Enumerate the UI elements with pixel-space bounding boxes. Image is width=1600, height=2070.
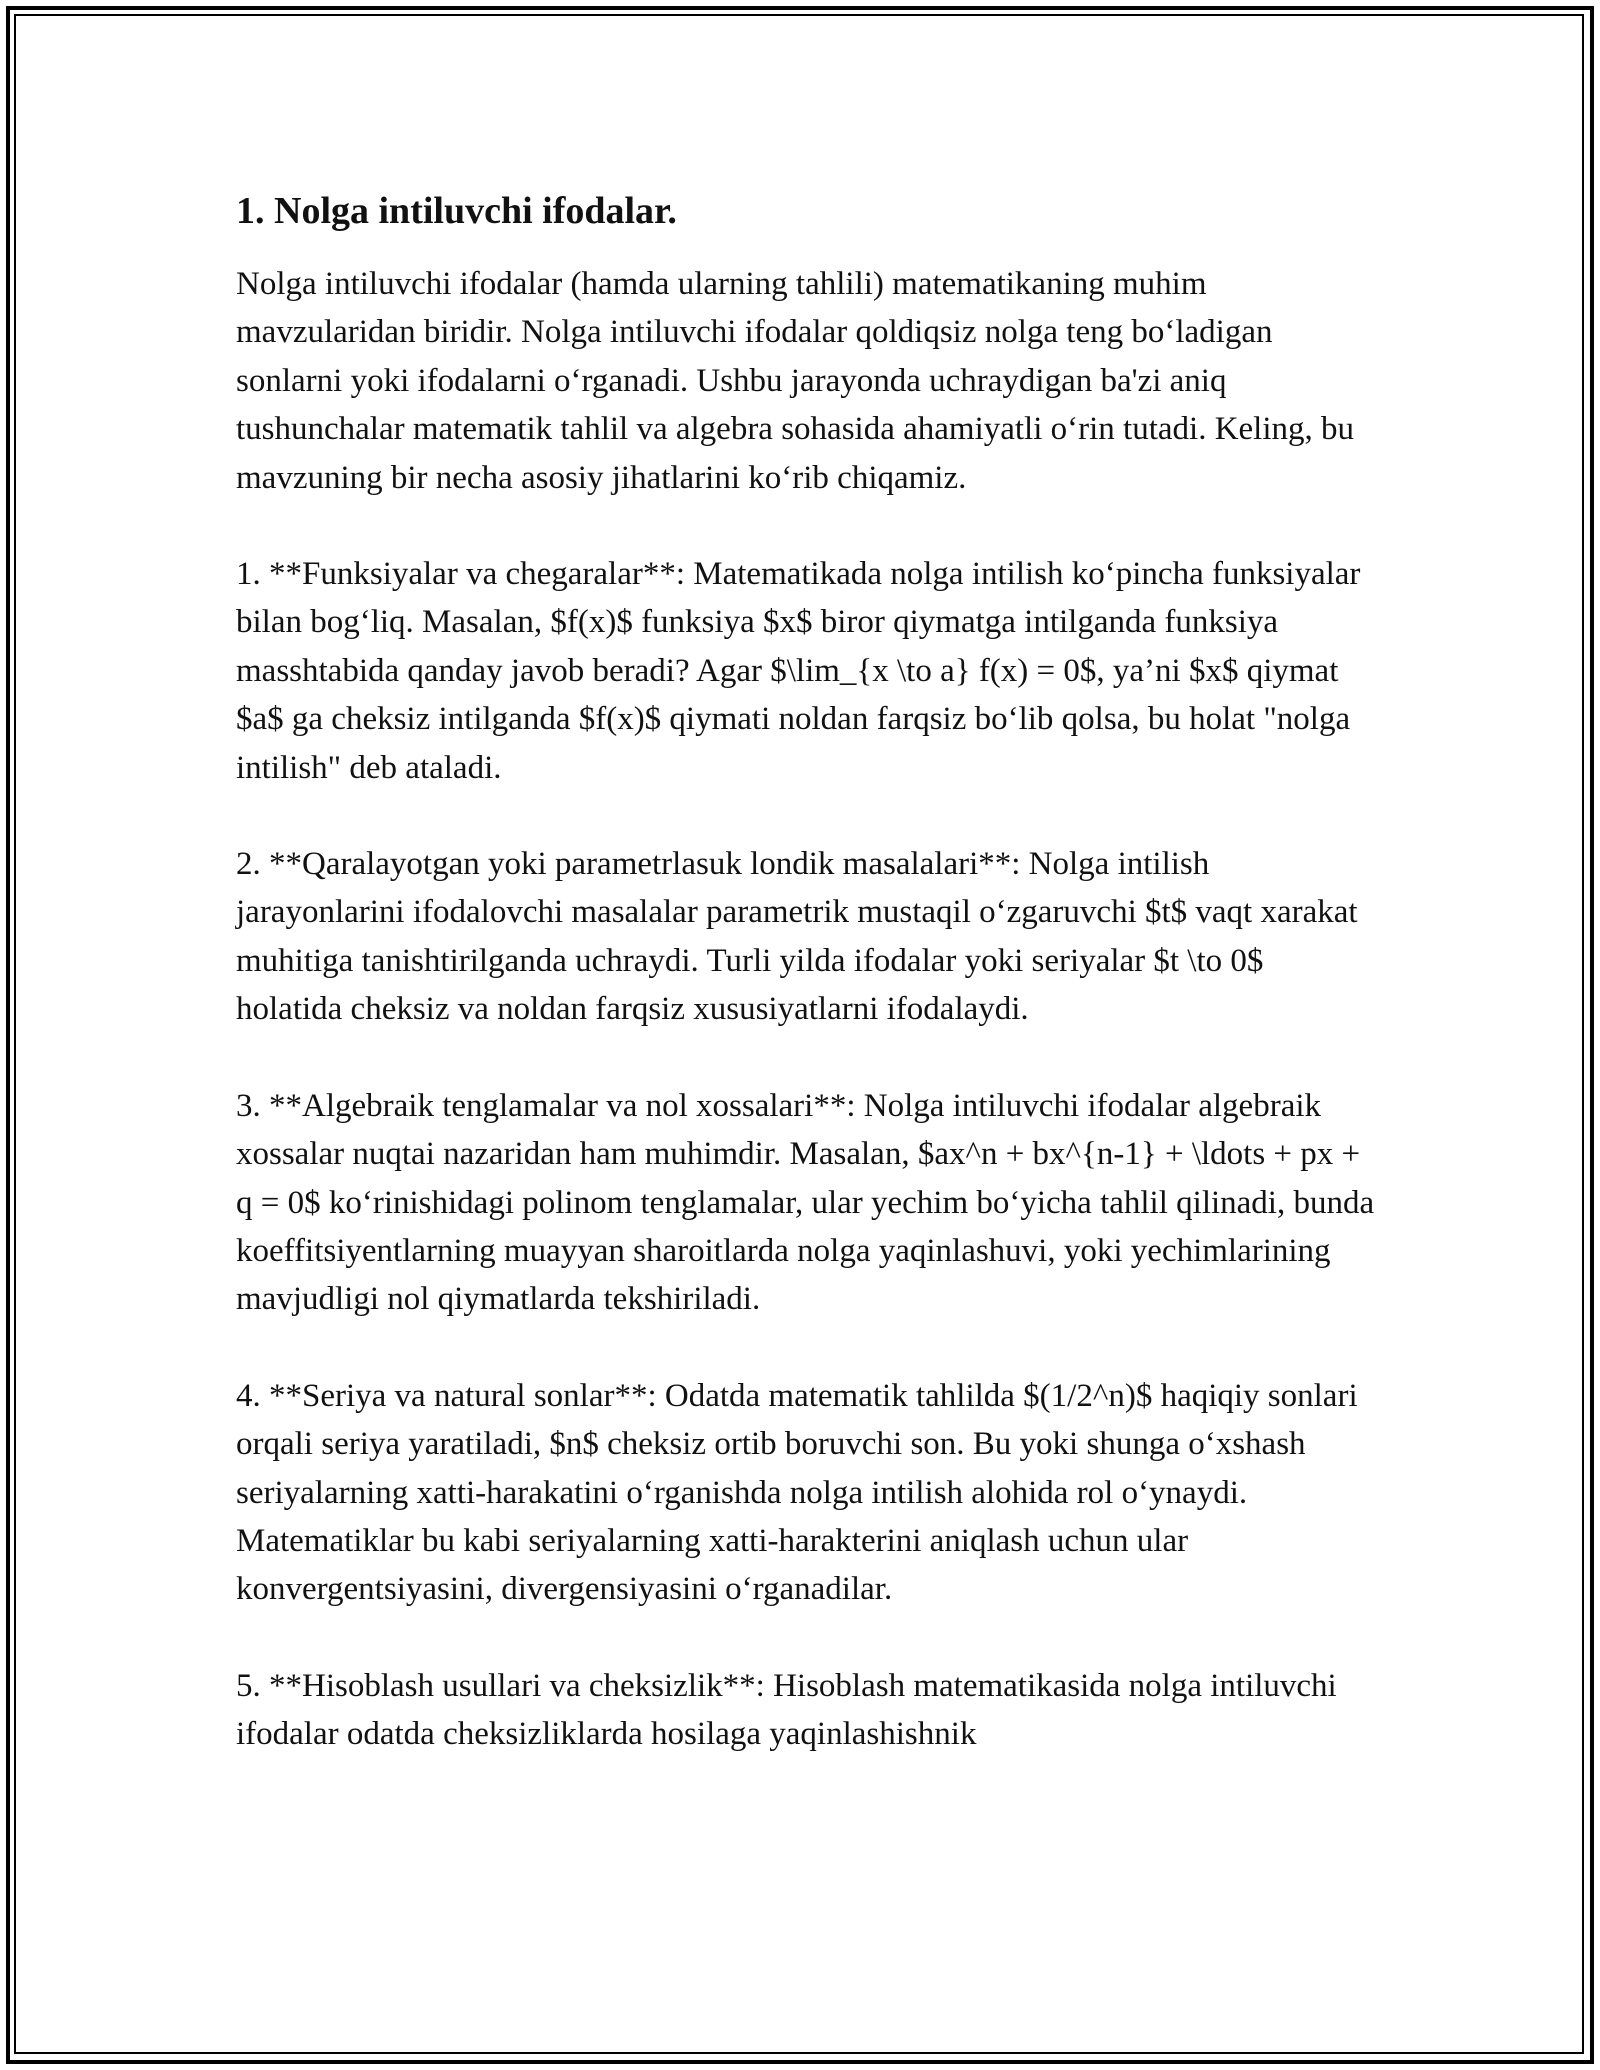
document-body xyxy=(236,186,1376,1807)
section-parametric-problems: 2. **Qaralayotgan yoki parametrlasuk londik masalalari**: Nolga intilish jarayonlarini ifodalovchi masalalar parametrik mustaqil o‘zgaruvchi $t$ vaqt xarakat muhitiga tanishtirilganda uchraydi. Turli yilda ifodalar yoki seriyalar $t \to 0$ holatida cheksiz va noldan farqsiz xususiyatlarni ifodalaydi. xyxy=(236,846,1358,1028)
section-series-natural-numbers: 4. **Seriya va natural sonlar**: Odatda matematik tahlilda $(1/2^n)$ haqiqiy sonlari orqali seriya yaratiladi, $n$ cheksiz ortib boruvchi son. Bu yoki shunga o‘xshash seriyalarning xatti-harakatini o‘rganishda nolga intilish alohida rol o‘ynaydi. Matematiklar bu kabi seriyalarning xatti-harakterini aniqlash uchun ular konvergentsiyasini, divergensiyasini o‘rganadilar. xyxy=(236,1377,1358,1608)
intro-paragraph: Nolga intiluvchi ifodalar (hamda ularning tahlili) matematikaning muhim mavzularidan biridir. Nolga intiluvchi ifodalar qoldiqsiz nolga teng bo‘ladigan sonlarni yoki ifodalarni o‘rganadi. Ushbu jarayonda uchraydigan ba'zi aniq tushunchalar matematik tahlil va algebra sohasida ahamiyatli o‘rin tutadi. Keling, bu mavzuning bir necha asosiy jihatlarini ko‘rib chiqamiz. xyxy=(236,266,1355,496)
section-computation-methods: 5. **Hisoblash usullari va cheksizlik**: Hisoblash matematikasida nolga intiluvchi ifodalar odatda cheksizliklarda hosilaga yaqinlashishnik xyxy=(236,1667,1337,1753)
document-title: 1. Nolga intiluvchi ifodalar. xyxy=(236,190,677,232)
section-functions-limits: 1. **Funksiyalar va chegaralar**: Matematikada nolga intilish ko‘pincha funksiyalar bilan bog‘liq. Masalan, $f(x)$ funksiya $x$ biror qiymatga intilganda funksiya masshtabida qanday javob beradi? Agar $\lim_{x \to a} f(x) = 0$, ya’ni $x$ qiymat $a$ ga cheksiz intilganda $f(x)$ qiymati noldan farqsiz bo‘lib qolsa, bu holat "nolga intilish" deb ataladi. xyxy=(236,556,1361,786)
section-algebraic-equations: 3. **Algebraik tenglamalar va nol xossalari**: Nolga intiluvchi ifodalar algebraik xossalar nuqtai nazaridan ham muhimdir. Masalan, $ax^n + bx^{n-1} + \ldots + px + q = 0$ ko‘rinishidagi polinom tenglamalar, ular yechim bo‘yicha tahlil qilinadi, bunda koeffitsiyentlarning muayyan sharoitlarda nolga yaqinlashuvi, yoki yechimlarining mavjudligi nol qiymatlarda tekshiriladi. xyxy=(236,1087,1375,1318)
